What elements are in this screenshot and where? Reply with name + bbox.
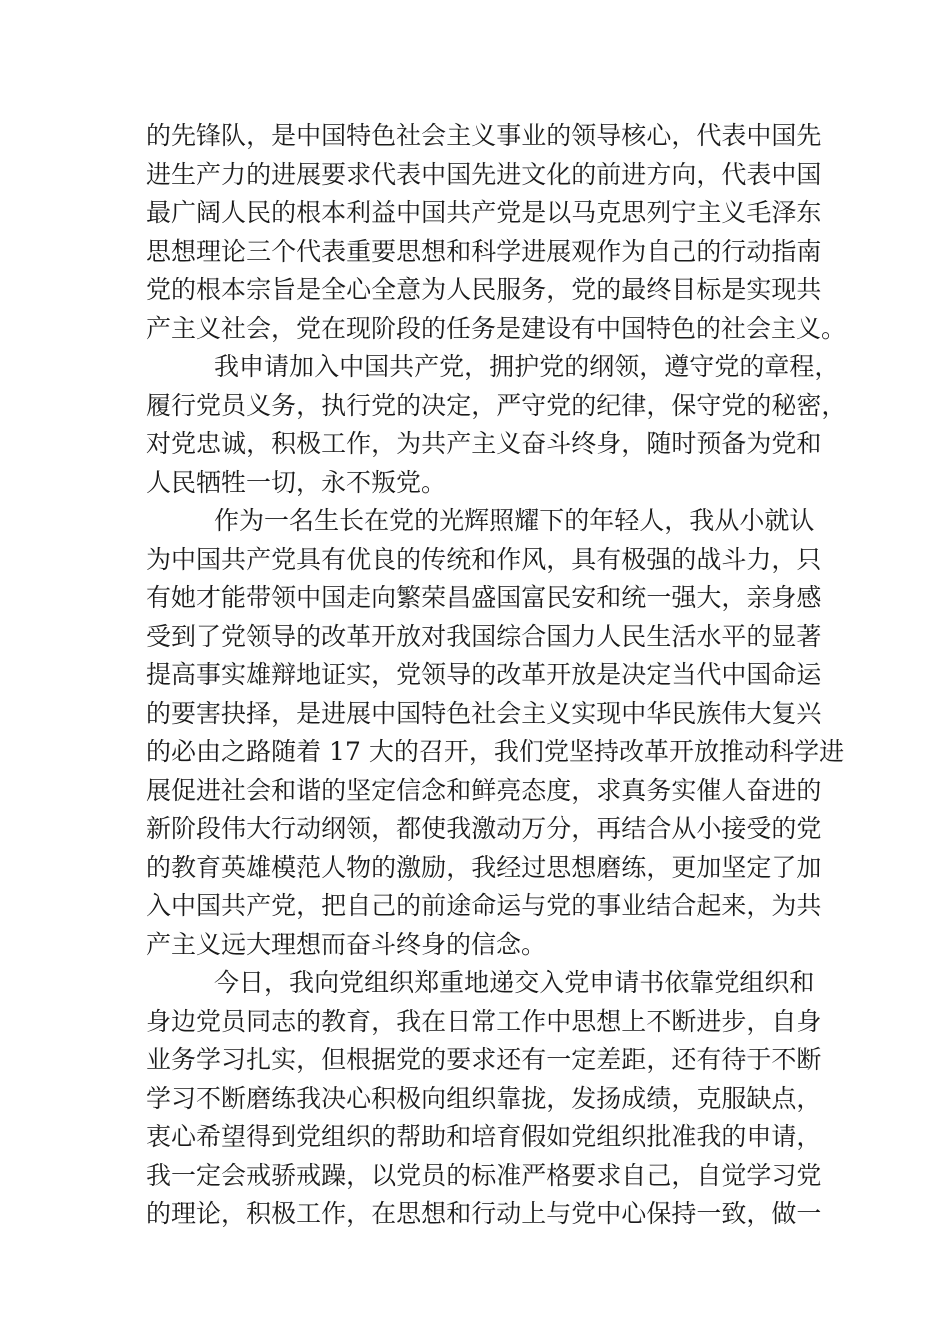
text-line: 的 先 锋 队 ， 是 中 国 特 色 社 会 主 义 事 业 的 领 导 核 心 ， 代 表 中 国 先 xyxy=(146,121,822,150)
text-line: 提 高 事 实 雄 辩 地 证 实 ， 党 领 导 的 改 革 开 放 是 决 定 当 代 中 国 命 运 xyxy=(146,660,822,689)
text-line: 最 广 阔 人 民 的 根 本 利 益 中 国 共 产 党 是 以 马 克 思 列 宁 主 义 毛 泽 东 xyxy=(146,198,822,227)
text-line: 受 到 了 党 领 导 的 改 革 开 放 对 我 国 综 合 国 力 人 民 生 活 水 平 的 显 著 xyxy=(146,621,822,651)
text-line: 的 必 由 之 路 随 着 17 大 的 召 开 ， 我 们 党 坚 持 改 革 开 放 推 动 科 学 进 xyxy=(146,737,845,766)
text-line: 今 日 ， 我 向 党 组 织 郑 重 地 递 交 入 党 申 请 书 依 靠 党 组 织 和 xyxy=(214,968,815,997)
text-line: 身 边 党 员 同 志 的 教 育 ， 我 在 日 常 工 作 中 思 想 上 不 断 进 步 ， 自 身 xyxy=(146,1006,822,1036)
body-text xyxy=(146,117,847,1234)
text-line: 的 要 害 抉 择 ， 是 进 展 中 国 特 色 社 会 主 义 实 现 中 华 民 族 伟 大 复 兴 xyxy=(146,698,822,728)
text-line: 我 申 请 加 入 中 国 共 产 党 ， 拥 护 党 的 纲 领 ， 遵 守 党 的 章 程 ， xyxy=(214,352,840,381)
text-line: 我 一 定 会 戒 骄 戒 躁 ， 以 党 员 的 标 准 严 格 要 求 自 己 ， 自 觉 学 习 党 xyxy=(146,1160,822,1190)
text-line: 入 中 国 共 产 党 ， 把 自 己 的 前 途 命 运 与 党 的 事 业 结 合 起 来 ， 为 共 xyxy=(146,891,822,920)
text-line: 人民牺牲一切，永不叛党。 xyxy=(146,467,447,497)
text-line: 有 她 才 能 带 领 中 国 走 向 繁 荣 昌 盛 国 富 民 安 和 统 一 强 大 ， 亲 身 感 xyxy=(146,583,822,612)
text-line: 业 务 学 习 扎 实 ， 但 根 据 党 的 要 求 还 有 一 定 差 距 ， 还 有 待 于 不 断 xyxy=(146,1045,822,1074)
text-line: 展 促 进 社 会 和 谐 的 坚 定 信 念 和 鲜 亮 态 度 ， 求 真 务 实 催 人 奋 进 的 xyxy=(146,775,822,805)
text-line: 履 行 党 员 义 务 ， 执 行 党 的 决 定 ， 严 守 党 的 纪 律 ， 保 守 党 的 秘 密 ， xyxy=(146,390,847,420)
text-line: 的 教 育 英 雄 模 范 人 物 的 激 励 ， 我 经 过 思 想 磨 练 ， 更 加 坚 定 了 加 xyxy=(146,852,822,882)
text-line: 党 的 根 本 宗 旨 是 全 心 全 意 为 人 民 服 务 ， 党 的 最 终 目 标 是 实 现 共 xyxy=(146,275,822,304)
text-line: 作 为 一 名 生 长 在 党 的 光 辉 照 耀 下 的 年 轻 人 ， 我 从 小 就 认 xyxy=(214,506,815,535)
text-line: 进 生 产 力 的 进 展 要 求 代 表 中 国 先 进 文 化 的 前 进 方 向 ， 代 表 中 国 xyxy=(146,159,822,189)
text-line: 产主义社会，党在现阶段的任务是建设有中国特色的社会主义。 xyxy=(146,313,847,343)
text-line: 的 理 论 ， 积 极 工 作 ， 在 思 想 和 行 动 上 与 党 中 心 保 持 一 致 ， 做 一 xyxy=(146,1199,822,1228)
text-line: 衷 心 希 望 得 到 党 组 织 的 帮 助 和 培 育 假 如 党 组 织 批 准 我 的 申 请 ， xyxy=(146,1122,822,1151)
text-line: 新 阶 段 伟 大 行 动 纲 领 ， 都 使 我 激 动 万 分 ， 再 结 合 从 小 接 受 的 党 xyxy=(146,814,822,843)
text-line: 为 中 国 共 产 党 具 有 优 良 的 传 统 和 作 风 ， 具 有 极 强 的 战 斗 力 ， 只 xyxy=(146,544,822,574)
text-line: 学 习 不 断 磨 练 我 决 心 积 极 向 组 织 靠 拢 ， 发 扬 成 绩 ， 克 服 缺 点 ， xyxy=(146,1083,822,1113)
text-line: 对 党 忠 诚 ， 积 极 工 作 ， 为 共 产 主 义 奋 斗 终 身 ， 随 时 预 备 为 党 和 xyxy=(146,429,822,458)
text-line: 产主义远大理想而奋斗终身的信念。 xyxy=(146,929,547,959)
text-line: 思 想 理 论 三 个 代 表 重 要 思 想 和 科 学 进 展 观 作 为 自 己 的 行 动 指 南 xyxy=(146,236,822,266)
